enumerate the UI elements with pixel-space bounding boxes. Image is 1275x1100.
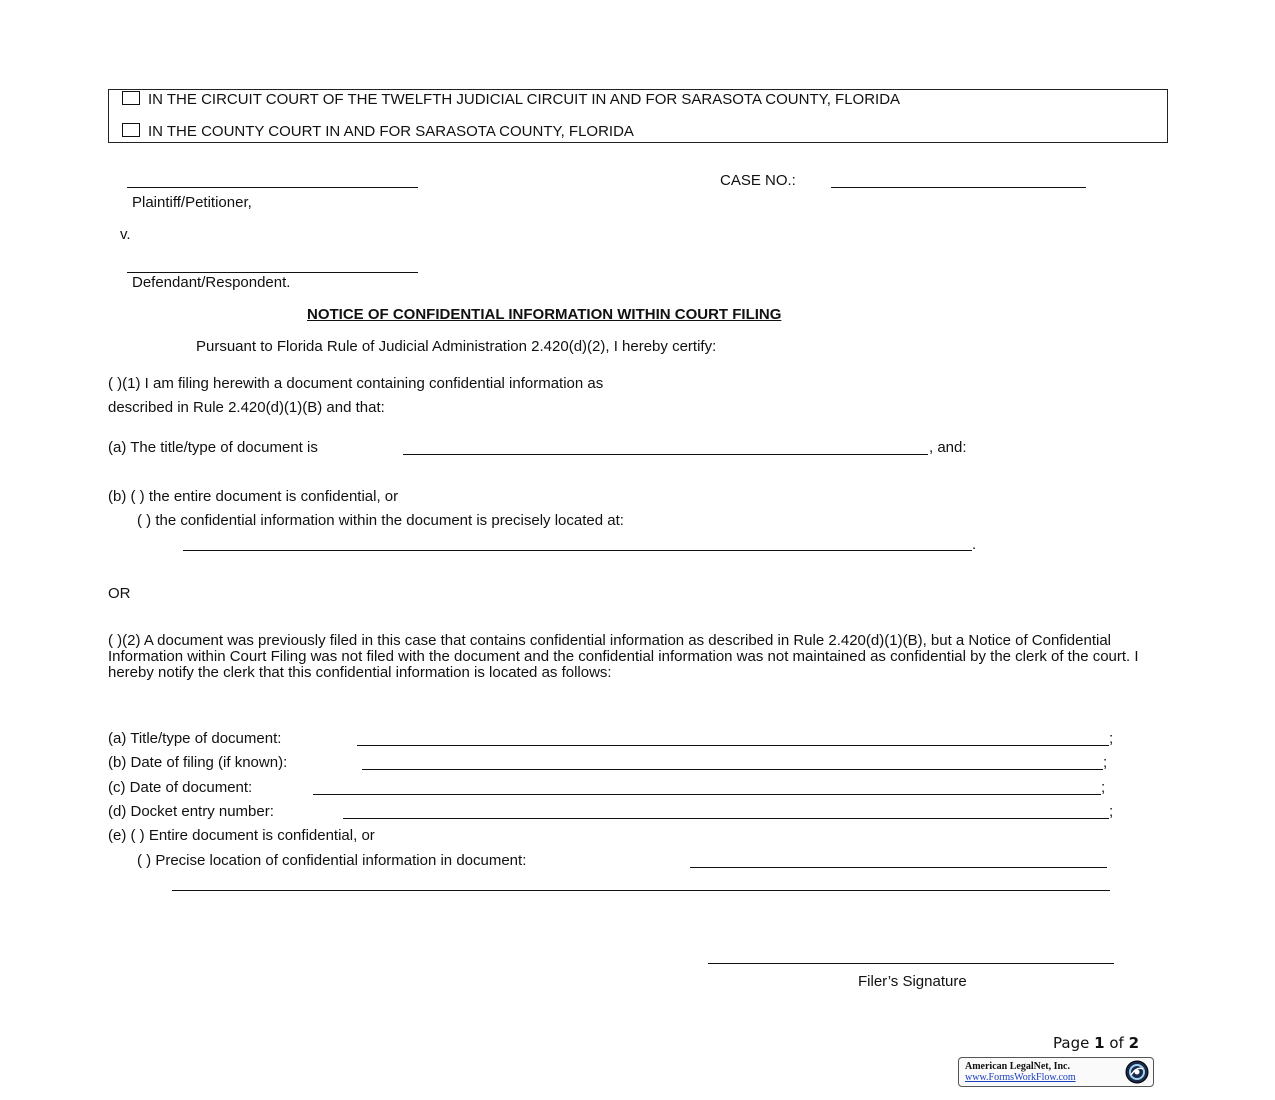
option2-c-semicolon: ; — [1101, 779, 1106, 796]
option1-a-label: (a) The title/type of document is — [108, 439, 318, 456]
publisher-logo — [958, 1057, 1154, 1087]
option1-location-field[interactable] — [183, 550, 972, 551]
publisher-url[interactable]: www.FormsWorkFlow.com — [965, 1072, 1076, 1083]
option2-c-label: (c) Date of document: — [108, 779, 253, 796]
option2-a-label: (a) Title/type of document: — [108, 730, 282, 747]
option1-b-line1: (b) ( ) the entire document is confidential, or — [108, 488, 399, 505]
page-word: Page — [1053, 1034, 1090, 1052]
versus-label: v. — [120, 226, 131, 243]
globe-icon — [1125, 1060, 1149, 1084]
option2-e-line2: ( ) Precise location of confidential information in document: — [137, 852, 527, 869]
court-option-circuit[interactable] — [122, 91, 900, 108]
option1-line2: described in Rule 2.420(d)(1)(B) and that: — [108, 399, 385, 416]
defendant-label: Defendant/Respondent. — [132, 274, 291, 291]
option2-paragraph: ( )(2) A document was previously filed in this case that contains confidential information as described in Rule 2.420(d)(1)(B), but a Notice of Confidential Information within Court Filing was not filed with the document and the confidential information was not maintained as confidential by the clerk of the court. I hereby notify the clerk that this confidential information is located as follows: — [108, 632, 1139, 681]
defendant-name-field[interactable] — [127, 272, 418, 273]
county-court-checkbox[interactable] — [122, 123, 140, 137]
option2-b-label: (b) Date of filing (if known): — [108, 754, 288, 771]
option2-docket-number-field[interactable] — [343, 818, 1109, 819]
page-total: 2 — [1128, 1034, 1140, 1052]
court-option-county[interactable] — [122, 123, 634, 140]
case-no-label: CASE NO.: — [720, 172, 796, 189]
option2-b-semicolon: ; — [1103, 754, 1108, 771]
option2-a-semicolon: ; — [1109, 730, 1114, 747]
page-number — [1053, 1034, 1139, 1052]
option2-filing-date-field[interactable] — [362, 769, 1103, 770]
option1-b-line2: ( ) the confidential information within the document is precisely located at: — [137, 512, 624, 529]
signature-field[interactable] — [708, 963, 1114, 964]
option2-d-semicolon: ; — [1109, 803, 1114, 820]
option2-e-line1: (e) ( ) Entire document is confidential, or — [108, 827, 375, 844]
plaintiff-name-field[interactable] — [127, 187, 418, 188]
page-title: NOTICE OF CONFIDENTIAL INFORMATION WITHIN COURT FILING — [307, 306, 782, 323]
option1-line1: ( )(1) I am filing herewith a document containing confidential information as — [108, 375, 604, 392]
circuit-court-label: IN THE CIRCUIT COURT OF THE TWELFTH JUDICIAL CIRCUIT IN AND FOR SARASOTA COUNTY, FLORIDA — [148, 91, 901, 108]
publisher-name: American LegalNet, Inc. — [965, 1061, 1070, 1072]
circuit-court-checkbox[interactable] — [122, 91, 140, 105]
option2-location-field-continued[interactable] — [172, 890, 1110, 891]
option2-location-field[interactable] — [690, 867, 1107, 868]
of-word: of — [1109, 1034, 1124, 1052]
or-label: OR — [108, 585, 131, 602]
option1-a-suffix: , and: — [929, 439, 967, 456]
county-court-label: IN THE COUNTY COURT IN AND FOR SARASOTA COUNTY, FLORIDA — [148, 123, 634, 140]
option1-document-title-field[interactable] — [403, 454, 928, 455]
plaintiff-label: Plaintiff/Petitioner, — [132, 194, 252, 211]
option2-document-date-field[interactable] — [313, 794, 1101, 795]
option1-b-end: . — [972, 536, 977, 553]
intro-text: Pursuant to Florida Rule of Judicial Administration 2.420(d)(2), I hereby certify: — [196, 338, 717, 355]
option2-title-field[interactable] — [357, 745, 1109, 746]
case-no-field[interactable] — [831, 187, 1086, 188]
option2-d-label: (d) Docket entry number: — [108, 803, 274, 820]
signature-label: Filer’s Signature — [858, 973, 967, 990]
page-current: 1 — [1094, 1034, 1105, 1052]
